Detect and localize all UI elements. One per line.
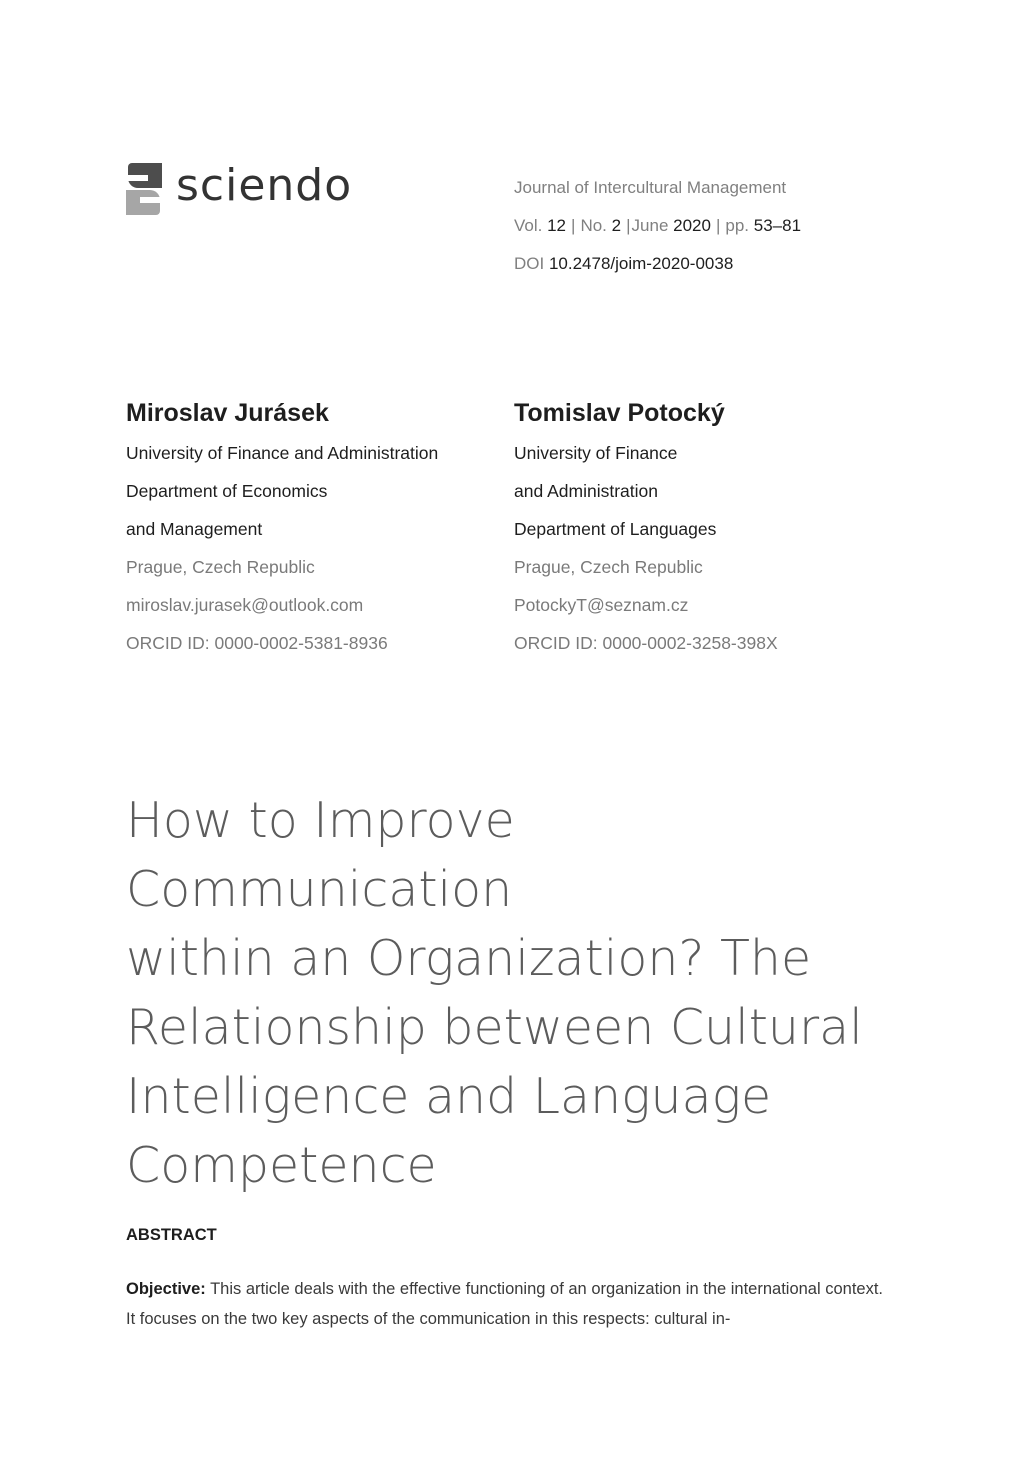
affiliation-line: and Management xyxy=(126,519,263,539)
title-line: Intelligence and Language xyxy=(126,1068,772,1125)
author-name: Miroslav Jurásek xyxy=(126,399,329,427)
author-name: Tomislav Potocký xyxy=(514,399,725,427)
journal-issue: Vol. 12 | No. 2 |June 2020 | pp. 53–81 xyxy=(514,216,802,235)
no-label: No. xyxy=(580,216,607,235)
affiliation-line: University of Finance xyxy=(514,443,678,463)
title-line: Competence xyxy=(126,1137,437,1194)
abstract-heading: ABSTRACT xyxy=(126,1226,217,1244)
issue-month: June xyxy=(631,216,669,235)
pp-label: pp. xyxy=(725,216,750,235)
page-range: 53–81 xyxy=(753,216,802,235)
author-orcid: ORCID ID: 0000-0002-5381-8936 xyxy=(126,633,388,653)
objective-label: Objective: xyxy=(126,1280,206,1298)
author-email[interactable]: miroslav.jurasek@outlook.com xyxy=(126,595,364,615)
journal-doi xyxy=(514,254,801,292)
journal-info xyxy=(514,178,801,292)
author-orcid: ORCID ID: 0000-0002-3258-398X xyxy=(514,633,778,653)
issue-year: 2020 xyxy=(673,216,711,235)
sciendo-s-icon xyxy=(126,161,162,217)
vol-label: Vol. xyxy=(514,216,543,235)
title-line: within an Organization? The xyxy=(126,930,812,987)
title-line: Relationship between Cultural xyxy=(126,999,863,1056)
vol-number: 12 xyxy=(547,216,567,235)
sciendo-logo xyxy=(126,160,352,218)
no-number: 2 xyxy=(611,216,622,235)
affiliation-line: University of Finance and Administration xyxy=(126,443,439,463)
author-location: Prague, Czech Republic xyxy=(126,557,315,577)
author-location: Prague, Czech Republic xyxy=(514,557,703,577)
logo-text: sciendo xyxy=(176,160,353,211)
author-email[interactable]: PotockyT@seznam.cz xyxy=(514,595,689,615)
affiliation-line: Department of Economics xyxy=(126,481,328,501)
abstract-paragraph xyxy=(126,1274,886,1334)
author-block xyxy=(126,396,506,662)
affiliation-line: Department of Languages xyxy=(514,519,717,539)
journal-name: Journal of Intercultural Management xyxy=(514,178,787,197)
article-title xyxy=(126,786,906,1200)
objective-text: This article deals with the effective functioning of an organization in the international context. It focuses on the two key aspects of the communication in this respects: cultural in- xyxy=(126,1280,884,1328)
author-block xyxy=(514,396,894,662)
affiliation-line: and Administration xyxy=(514,481,658,501)
doi-label: DOI xyxy=(514,254,545,273)
title-line: How to Improve Communication xyxy=(126,792,515,918)
doi-value: 10.2478/joim-2020-0038 xyxy=(548,254,734,273)
